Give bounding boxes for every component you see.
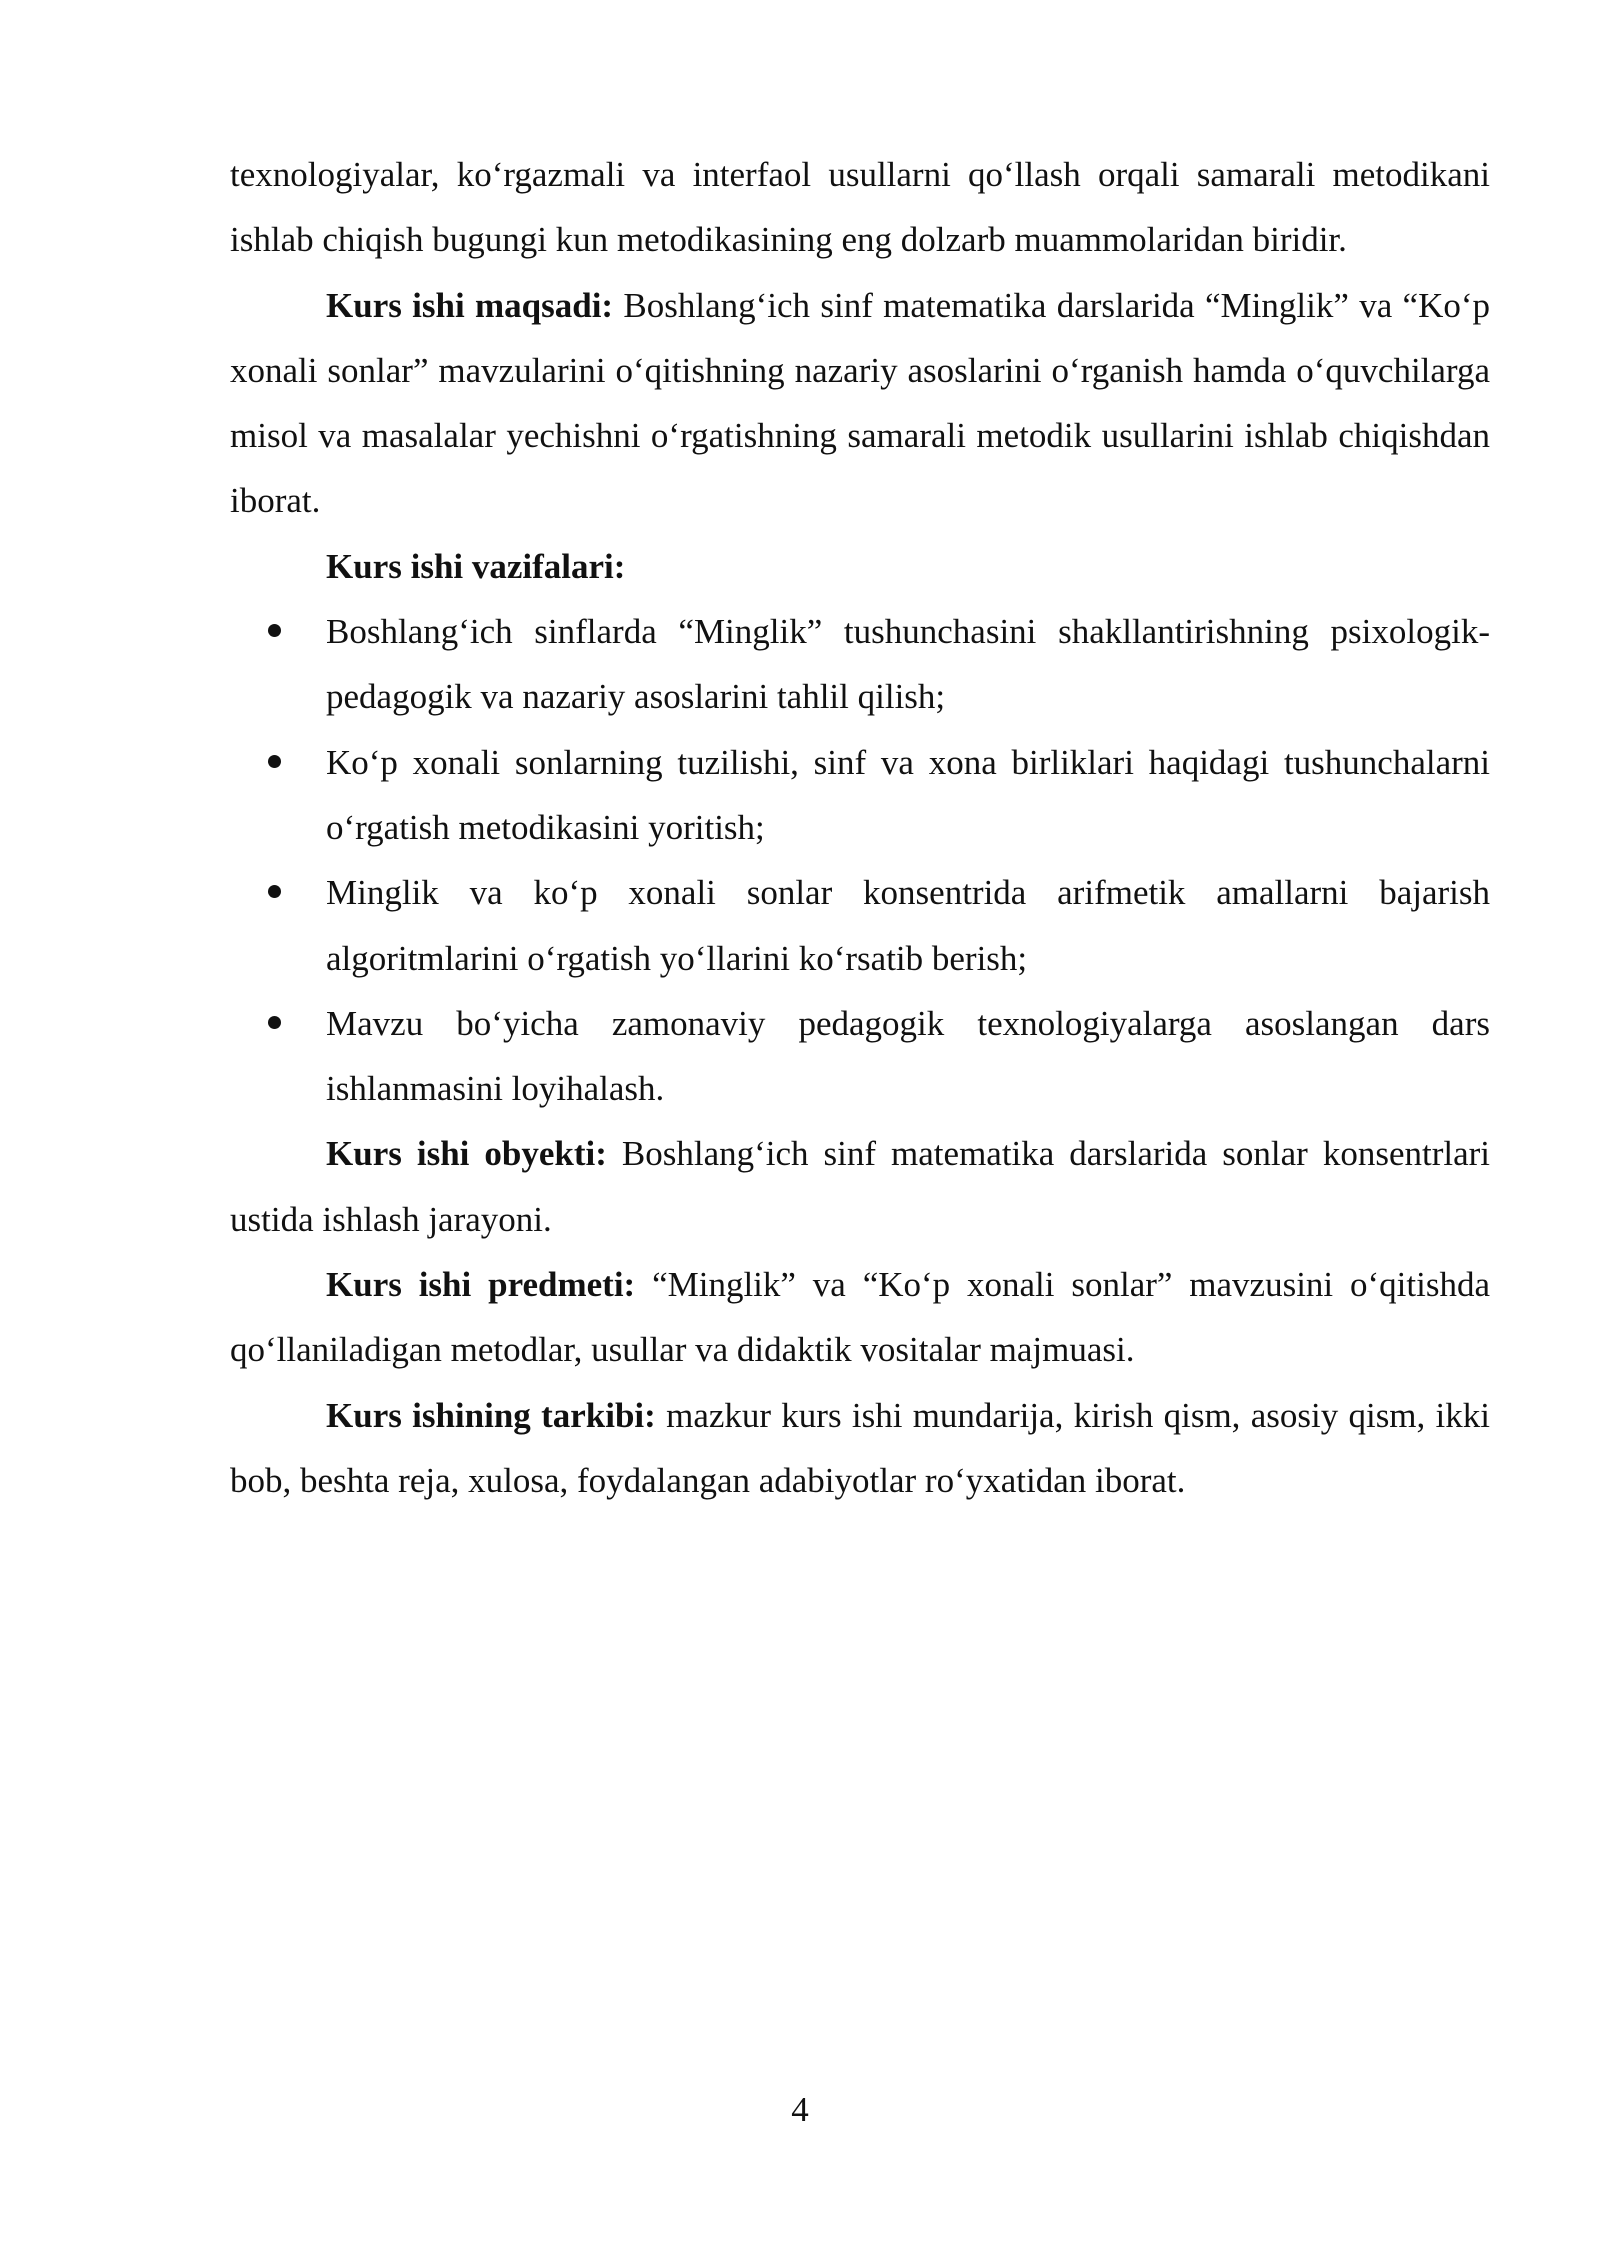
list-item-text: Minglik va ko‘p xonali sonlar konsentrida arifmetik amallarni bajarish algoritmlarini o‘rgatish yo‘llarini ko‘rsatib berish;	[326, 873, 1490, 978]
list-item	[230, 730, 1490, 861]
list-item	[230, 860, 1490, 991]
document-page	[230, 142, 1490, 1513]
structure-paragraph	[230, 1383, 1490, 1514]
structure-label: Kurs ishining tarkibi:	[326, 1395, 656, 1435]
bullet-icon	[268, 1016, 281, 1029]
tasks-list	[230, 599, 1490, 1121]
list-item-text: Mavzu bo‘yicha zamonaviy pedagogik texnologiyalarga asoslangan dars ishlanmasini loyihalash.	[326, 1003, 1490, 1109]
list-item	[230, 599, 1490, 730]
intro-paragraph: texnologiyalar, ko‘rgazmali va interfaol usullarni qo‘llash orqali samarali metodikani ishlab chiqish bugungi kun metodikasining eng dolzarb muammolaridan biridir.	[230, 155, 1490, 260]
bullet-icon	[268, 755, 281, 768]
subject-text: “Minglik” va “Ko‘p xonali sonlar” mavzusini o‘qitishda qo‘llaniladigan metodlar, usullar va didaktik vositalar majmuasi.	[230, 1265, 1491, 1370]
list-item-text: Boshlang‘ich sinflarda “Minglik” tushunchasini shakllantirishning psixologik-pedagogik va nazariy asoslarini tahlil qilish;	[326, 612, 1490, 717]
bullet-icon	[268, 624, 281, 637]
structure-text: mazkur kurs ishi mundarija, kirish qism, asosiy qism, ikki bob, beshta reja, xulosa, foydalangan adabiyotlar ro‘yxatidan iborat.	[230, 1395, 1491, 1500]
object-text: Boshlang‘ich sinf matematika darslarida sonlar konsentrlari ustida ishlash jarayoni.	[230, 1134, 1491, 1239]
list-item	[230, 991, 1490, 1122]
subject-paragraph	[230, 1252, 1490, 1383]
object-paragraph	[230, 1121, 1490, 1252]
page-number: 4	[791, 2090, 809, 2129]
goal-paragraph	[230, 273, 1490, 534]
list-item-text: Ko‘p xonali sonlarning tuzilishi, sinf va xona birliklari haqidagi tushunchalarni o‘rgatish metodikasini yoritish;	[326, 742, 1490, 847]
goal-label: Kurs ishi maqsadi:	[326, 285, 614, 325]
subject-label: Kurs ishi predmeti:	[326, 1265, 636, 1305]
tasks-heading: Kurs ishi vazifalari:	[326, 546, 626, 586]
goal-text: Boshlang‘ich sinf matematika darslarida “Minglik” va “Ko‘p xonali sonlar” mavzularini o‘qitishning nazariy asoslarini o‘rganish hamda o‘quvchilarga misol va masalalar yechishni o‘rgatishning samarali metodik usullarini ishlab chiqishdan iborat.	[230, 285, 1491, 521]
bullet-icon	[268, 885, 281, 898]
object-label: Kurs ishi obyekti:	[326, 1134, 607, 1174]
